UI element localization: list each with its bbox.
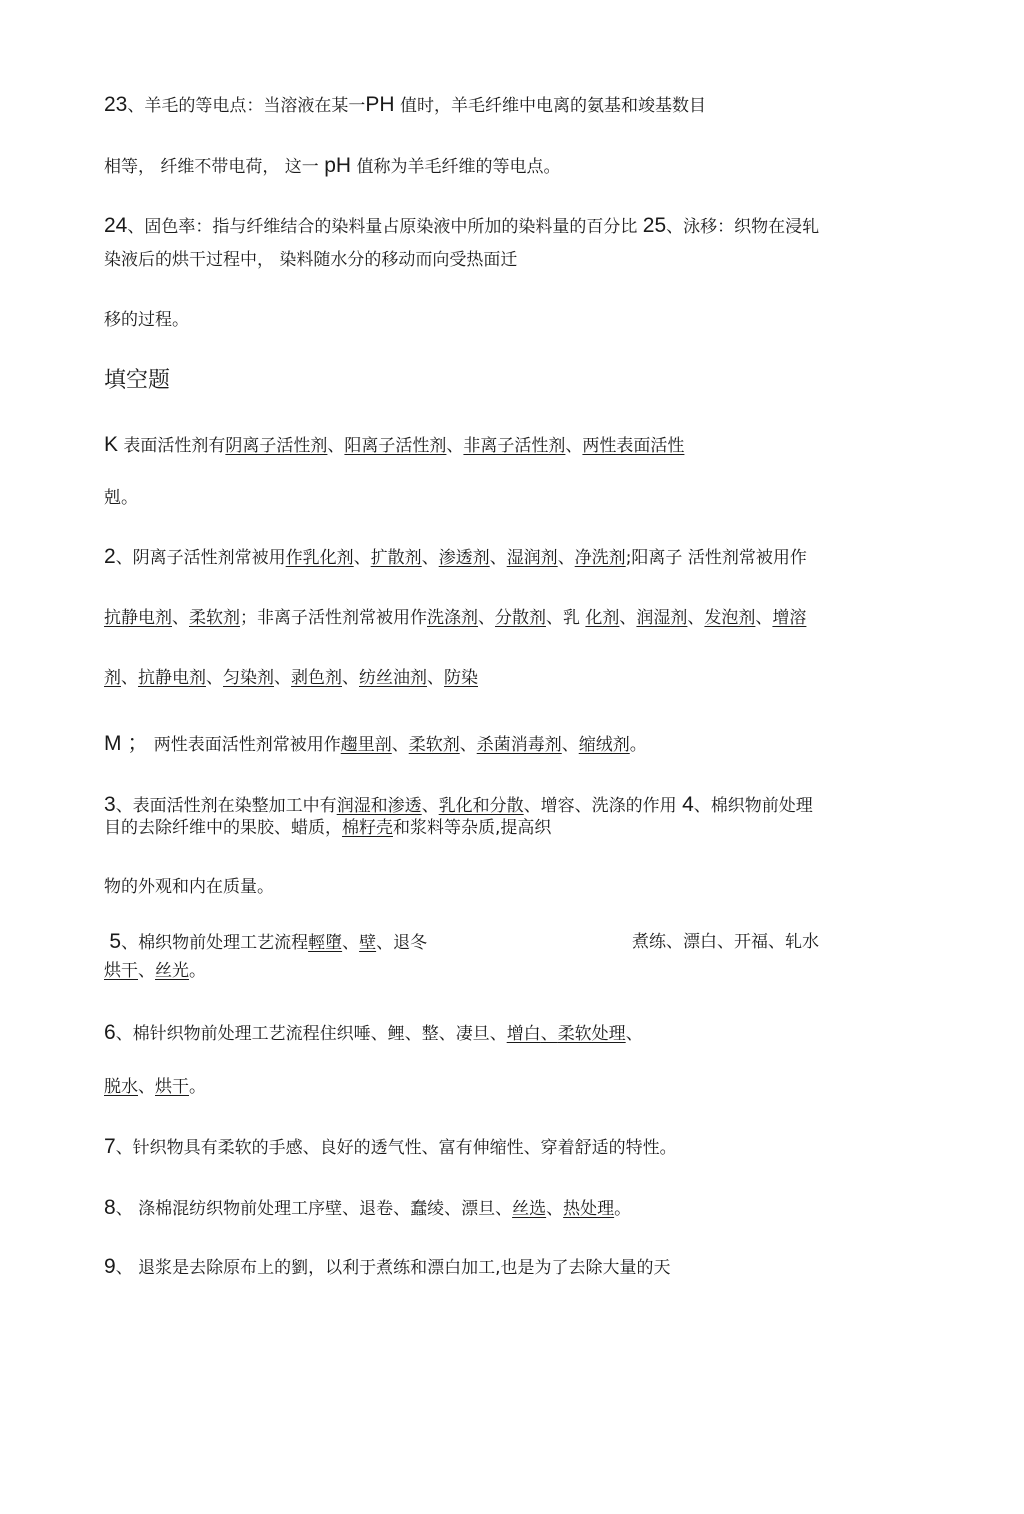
answer: 抗静电剂 [138,668,206,688]
item-3-line-3: 物的外观和内在质量。 [104,877,274,897]
item-2-line-2 [104,607,806,629]
text: 、退冬 [376,933,428,953]
item-number: 25 [642,214,667,237]
separator: 、 [342,668,359,688]
answer: 乳化和分散 [438,796,524,816]
item-number: 7 [104,1135,116,1158]
answer: 润湿和渗透 [336,796,422,816]
answer: 柔软处理 [557,1024,626,1044]
text: 、棉织物前处理 [693,796,813,816]
item-k-line-2: 剋。 [104,488,138,508]
separator: 、 [138,1077,155,1097]
text: ；非离子活性剂常被用作 [240,608,427,628]
text: 、 涤棉混纺织物前处理工序 [115,1199,326,1219]
answer: 劉 [291,1258,309,1278]
item-number: 23 [104,93,128,116]
answer: 纺丝油剂 [359,668,427,688]
answer: 剥色剂 [291,668,342,688]
text: 。 [614,1199,632,1219]
text: 、 退浆是去除原布上的 [115,1258,292,1278]
answer: 整 [421,1024,439,1044]
answer: 柔软剂 [408,735,460,755]
separator: 、 [561,735,579,755]
separator: 、 [421,796,439,816]
answer: 湿润剂 [506,548,558,568]
answer: 棉籽壳 [342,818,393,838]
separator: 、 [342,1199,360,1219]
separator: 、 [404,1024,422,1044]
answer: 趨里剖 [340,735,392,755]
answer: 脱水 [104,1077,138,1097]
separator: 、 [446,436,464,456]
separator: 、 [427,668,444,688]
item-6-line-1 [104,1022,643,1045]
item-5-line-1-right: 煮练、漂白、开福、轧水 [632,932,819,952]
text: 、固色率：指与纤维结合的染料量占原染液中所加的染料量的百分比 [127,217,638,237]
answer: 热处理 [563,1199,615,1219]
separator: 、 [342,933,360,953]
text: 、阴离子活性剂常被用 [115,548,286,568]
separator: 、 [393,1199,411,1219]
item-number: M ； [104,732,149,755]
answer: 剂 [104,668,121,688]
text: 、羊毛的等电点：当溶液在某一 [127,96,366,116]
answer: 阳离子活性剂 [344,436,447,456]
item-5-line-1 [104,931,427,954]
answer: 壁 [325,1199,343,1219]
separator: 、 [540,1024,558,1044]
answer: 两性表面活性 [582,436,685,456]
text: 、针织物具有柔软的手感、良好的透气性、富有伸缩性、穿着舒适的特性。 [115,1138,677,1158]
text: 表面活性剂有 [123,436,226,456]
answer: 润湿剂 [636,608,688,628]
answer: 烘干 [104,961,138,981]
answer: 洗涤剂 [427,608,478,628]
item-2-line-3 [104,667,478,689]
item-number: 3 [104,793,116,816]
answer: 柔软剂 [189,608,240,628]
separator: 、 [327,436,345,456]
item-8 [104,1197,631,1220]
paragraph-23-line-2 [104,155,560,178]
text: 值时，羊毛纤维中电离的氨基和竣基数目 [399,96,706,116]
item-number: K [104,433,119,456]
text: 两性表面活性剂常被用作 [148,735,341,755]
separator: 、乳 [546,608,586,628]
text: 目的去除纤维中的果胶、蜡质， [104,818,342,838]
text: ，以利于煮练和漂白加工,也是为了去除大量的天 [308,1258,671,1278]
text: 。 [629,735,647,755]
answer: 鲤 [387,1024,405,1044]
answer: 净洗剂 [574,548,626,568]
item-k-line-1 [104,434,684,457]
answer: 化剂 [585,608,620,628]
answer: 壁 [359,933,377,953]
answer: 分散剂 [495,608,546,628]
separator: 、 [619,608,637,628]
answer: 烘干 [155,1077,189,1097]
answer: 渗透剂 [438,548,490,568]
separator: 、 [687,608,705,628]
text-ph: pH [324,154,352,177]
separator: 、 [444,1199,462,1219]
item-3-line-1 [104,794,813,817]
item-number: 2 [104,545,116,568]
separator: 、 [421,548,439,568]
separator: 、 [274,668,291,688]
item-number: 4 [682,793,694,816]
answer: 作乳化剂 [285,548,354,568]
item-2-line-1 [104,546,807,569]
item-m-line-1 [104,733,647,756]
answer: 扩散剂 [370,548,422,568]
separator: 、 [546,1199,564,1219]
separator: 、 [489,1024,507,1044]
answer: 增白 [506,1024,541,1044]
answer: 蠢绫 [410,1199,445,1219]
answer: 漂旦 [461,1199,496,1219]
answer: 輕墮 [308,933,343,953]
answer: 发泡剂 [704,608,756,628]
text: 。 [189,961,206,981]
separator: 、 [353,548,371,568]
separator: 、 [370,1024,388,1044]
item-3-line-2 [104,817,551,839]
answer: 增溶 [772,608,807,628]
item-number: 9 [104,1255,116,1278]
section-heading: 填空题 [104,368,171,393]
separator: 、 [489,548,507,568]
item-6-line-2 [104,1076,206,1098]
answer: 丝选 [512,1199,547,1219]
paragraph-24-line-3: 移的过程。 [104,310,189,330]
separator: 、 [565,436,583,456]
answer: 退卷 [359,1199,394,1219]
answer: 抗静电剂 [104,608,172,628]
answer: 防染 [444,668,478,688]
separator: 、 [121,668,138,688]
text: 值称为羊毛纤维的等电点。 [356,157,561,177]
text: 、棉织物前处理工艺流程 [121,933,309,953]
text: 、 [625,1024,643,1044]
item-9 [104,1256,671,1279]
paragraph-23-line-1 [104,94,706,117]
text: 、增容、洗涤的作用 [523,796,677,816]
text: ;阳离子 活性剂常被用作 [625,548,807,568]
text-ph: PH [365,93,395,116]
item-number: 8 [104,1196,116,1219]
separator: 、 [495,1199,513,1219]
answer: 匀染剂 [223,668,274,688]
text: 和浆料等杂质,提高织 [393,818,552,838]
paragraph-24-line-2: 染液后的烘干过程中， 染料随水分的移动而向受热面迁 [104,250,518,270]
item-7 [104,1136,677,1159]
text: 。 [189,1077,206,1097]
separator: 、 [172,608,189,628]
separator: 、 [557,548,575,568]
answer: 丝光 [155,961,189,981]
text: 、泳移：织物在浸轧 [666,217,820,237]
answer: 住织唾 [319,1024,371,1044]
separator: 、 [206,668,223,688]
text: 、表面活性剂在染整加工中有 [115,796,337,816]
item-number: 5 [109,930,122,953]
answer: 杀菌消毒剂 [476,735,562,755]
paragraph-24-line-1 [104,215,819,238]
item-5-line-2 [104,960,206,982]
separator: 、 [755,608,773,628]
separator: 、 [478,608,495,628]
text: 、棉针织物前处理工艺流程 [115,1024,320,1044]
answer: 阴离子活性剂 [225,436,328,456]
answer: 凄旦 [455,1024,490,1044]
answer: 缩绒剂 [578,735,630,755]
separator: 、 [138,961,155,981]
item-number: 24 [104,214,128,237]
text: 相等， 纤维不带电荷， 这一 [104,157,319,177]
item-number: 6 [104,1021,116,1044]
separator: 、 [391,735,409,755]
separator: 、 [438,1024,456,1044]
answer: 非离子活性剂 [463,436,566,456]
separator: 、 [459,735,477,755]
